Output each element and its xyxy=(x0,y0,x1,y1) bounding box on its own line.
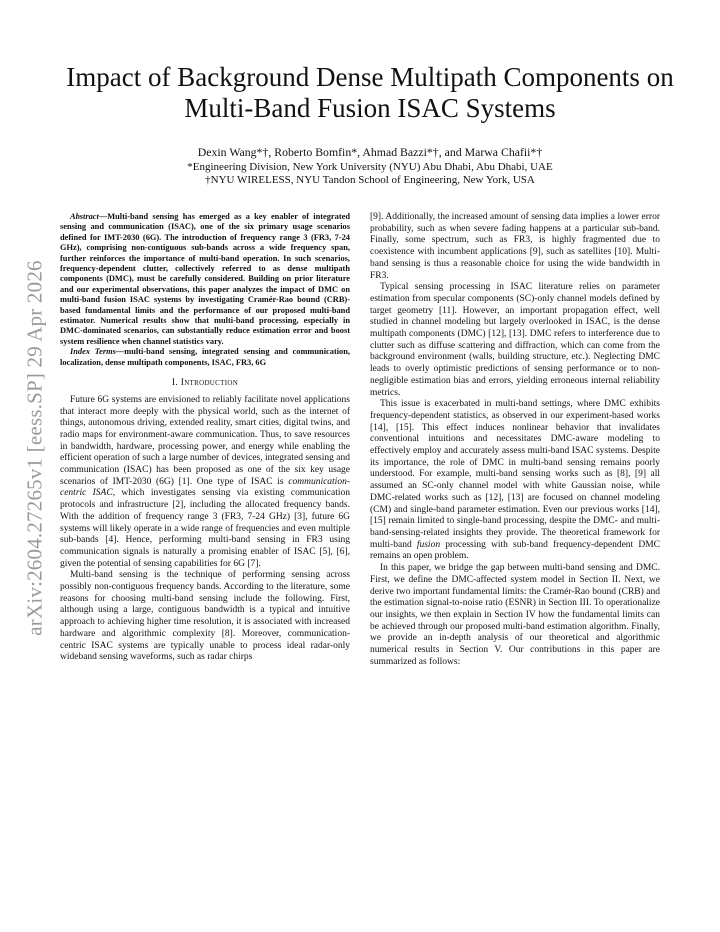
right-p3-text-a: This issue is exacerbated in multi-band settings, where DMC exhibits frequency-dependent statistics, as observed in our experiment-based works [14], [15]. This effect induces nonlinear behavior that invalidates conventional intuitions and necessitates DMC-aware modeling to effectively employ and accurately assess multi-band ISAC systems. Despite its importance, the role of DMC in multi-band sensing remains poorly understood. For example, multi-band sensing works such as [8], [9] all assumed an SC-only channel model with white Gaussian noise, while DMC-related works such as [12], [13] are focused on channel modeling (CM) and single-band parameter estimation. Even our previous works [14], [15] remain limited to single-band processing, despite the DMC- and multi-band-sensing-related insights they provide. The theoretical framework for multi-band xyxy=(370,399,660,550)
left-column xyxy=(60,212,350,664)
author-block xyxy=(60,146,680,187)
arxiv-watermark xyxy=(22,248,48,648)
intro-paragraph-1 xyxy=(60,395,350,571)
intro-paragraph-2: Multi-band sensing is the technique of performing sensing across possibly non-contiguous frequency bands. According to the literature, some reasons for choosing multi-band sensing include the following. First, although using a large, contiguous bandwidth is a typical and intuitive approach to achieving higher time resolution, it is associated with increased hardware and algorithmic complexity [8]. Moreover, communication-centric ISAC systems are typically unable to process ideal radar-only wideband sensing waveforms, such as radar chirps xyxy=(60,570,350,663)
right-column xyxy=(370,212,660,668)
index-terms-text: —multi-band sensing, integrated sensing and communication, localization, dense multipath components, ISAC, FR3, 6G xyxy=(60,347,351,367)
section-heading-introduction: I. Introduction xyxy=(171,378,239,389)
author-names: Dexin Wang*†, Roberto Bomfin*, Ahmad Bazzi*†, and Marwa Chafii*† xyxy=(197,145,543,159)
right-paragraph-1: [9]. Additionally, the increased amount of sensing data implies a lower error probability, such as when severe fading happens at a particular sub-band. Finally, some spectrum, such as FR3, is highly fragmented due to coexistence with incumbent applications [9], such as satellites [10]. Multi-band sensing is thus a reasonable choice for using the wide bandwidth in FR3. xyxy=(370,212,660,281)
right-paragraph-3 xyxy=(370,399,660,563)
right-paragraph-2: Typical sensing processing in ISAC literature relies on parameter estimation from specular components (SC)-only channel models defined by target geometry [11]. However, an important propagation effect, well studied in channel modeling but largely overlooked in ISAC, is the dense multipath components (DMC) [12], [13]. DMC refers to interference due to clutter such as diffuse scattering and diffraction, which can come from the background environment (walls, building structure, etc.). Neglecting DMC leads to overly optimistic predictions of sensing performance or to non-negligible estimation bias and errors, yielding erroneous internal reliability metrics. xyxy=(370,282,660,398)
affiliation-2: †NYU WIRELESS, NYU Tandon School of Engineering, New York, USA xyxy=(205,174,535,186)
intro-p1-text-a: Future 6G systems are envisioned to reliably facilitate novel applications that interact more deeply with the physical world, such as the internet of things, autonomous driving, extended reality, smart cities, digital twins, and radio maps for environment-aware communication. Thus, to save resources in bandwidth, hardware, processing power, and energy while enabling the efficient operation of such a large number of devices, integrated sensing and communication (ISAC) has been proposed as one of the six key usage scenarios of IMT-2030 (6G) [1]. One type of ISAC is xyxy=(60,394,350,487)
paper-title: Impact of Background Dense Multipath Components on Multi-Band Fusion ISAC Systems xyxy=(66,62,674,123)
affiliation-1: *Engineering Division, New York University (NYU) Abu Dhabi, Abu Dhabi, UAE xyxy=(187,161,553,173)
intro-p1-text-b: , which investigates sensing via existing communication protocols and infrastructure [2], including the allocated frequency bands. With the addition of frequency range 3 (FR3, 7-24 GHz) [3], future 6G systems will likely operate in a wide range of frequencies and even multiple sub-bands [4]. Hence, performing multi-band sensing in FR3 using communication signals is naturally a promising enabler of ISAC [5], [6], given the potential of sensing capabilities for 6G [7]. xyxy=(60,488,350,569)
intro-p1-emphasis: communication-centric ISAC xyxy=(60,476,350,499)
right-p3-emphasis: fusion xyxy=(416,539,441,550)
abstract-label: Abstract xyxy=(70,212,99,221)
right-paragraph-4: In this paper, we bridge the gap between multi-band sensing and DMC. First, we define the DMC-affected system model in Section II. Next, we derive two important fundamental limits: the Cramér-Rao bound (CRB) and the estimation signal-to-noise ratio (ESNR) in Section III. To operationalize our insights, we then explain in Section IV how the fundamental limits can be achieved through our proposed multi-band estimation algorithm. Finally, we provide an in-depth analysis of our theoretical and algorithmic numerical results in Section V. Our contributions in this paper are summarized as follows: xyxy=(370,563,660,667)
arxiv-identifier: arXiv:2604.27265v1 [eess.SP] 29 Apr 2026 xyxy=(22,260,47,636)
abstract-text: —Multi-band sensing has emerged as a key enabler of integrated sensing and communication (ISAC), one of the six primary usage scenarios defined for IMT-2030 (6G). The introduction of frequency range 3 (FR3, 7-24 GHz), comprising non-contiguous sub-bands across a wide frequency span, further reinforces the importance of multi-band operation. In such scenarios, frequency-dependent clutter, collectively referred to as dense multipath components (DMC), must be carefully considered. Building on prior literature and our experimental observations, this paper analyzes the impact of DMC on multi-band fusion ISAC systems by investigating Cramér-Rao bound (CRB)-based fundamental limits and the performance of our proposed multi-band estimator. Numerical results show that multi-band processing, especially in DMC-dominated scenarios, can substantially reduce estimation error and boost system resilience when channel statistics vary. xyxy=(60,212,350,346)
abstract xyxy=(60,212,350,368)
right-p3-text-b: processing with sub-band frequency-dependent DMC remains an open problem. xyxy=(370,539,660,562)
index-terms-label: Index Terms xyxy=(70,347,116,357)
